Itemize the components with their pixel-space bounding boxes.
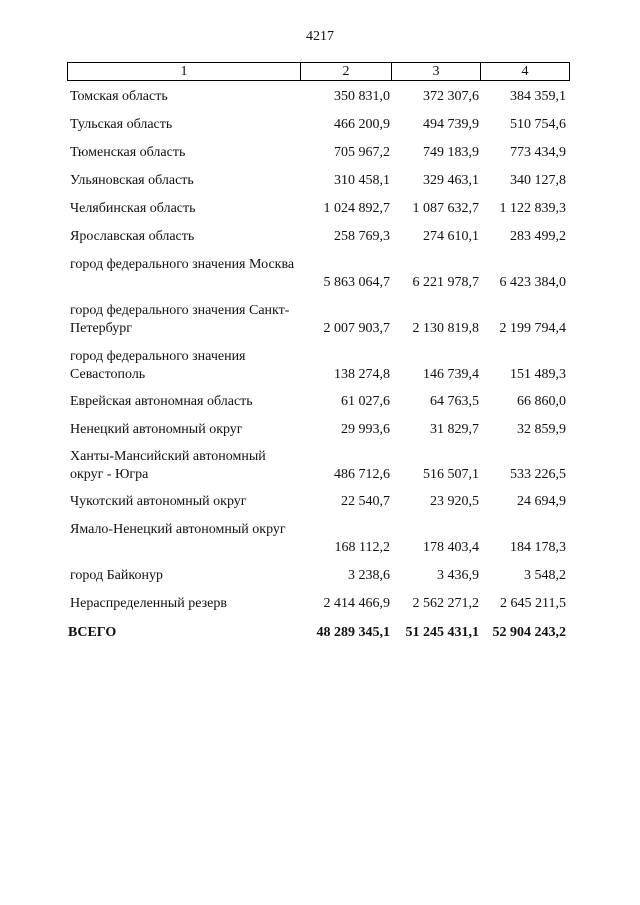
value-col-4: 151 489,3 <box>510 367 566 382</box>
value-col-2: 2 007 903,7 <box>323 321 390 336</box>
value-col-4: 32 859,9 <box>517 422 566 437</box>
value-col-2: 5 863 064,7 <box>323 275 390 290</box>
value-col-4: 184 178,3 <box>510 540 566 555</box>
value-col-3: 749 183,9 <box>423 145 479 160</box>
value-col-4: 2 645 211,5 <box>500 596 566 611</box>
total-col-2: 48 289 345,1 <box>316 625 390 640</box>
region-name: город федерального значения Москва <box>70 257 295 272</box>
region-name: Ульяновская область <box>70 173 194 188</box>
region-name: Еврейская автономная область <box>70 394 253 409</box>
value-col-4: 6 423 384,0 <box>499 275 566 290</box>
value-col-4: 24 694,9 <box>517 494 566 509</box>
region-name: Томская область <box>70 89 168 104</box>
value-col-3: 23 920,5 <box>430 494 479 509</box>
value-col-2: 22 540,7 <box>341 494 390 509</box>
value-col-3: 2 562 271,2 <box>412 596 479 611</box>
column-header-1: 1 <box>180 64 188 79</box>
region-name: Ненецкий автономный округ <box>70 422 243 437</box>
value-col-3: 329 463,1 <box>423 173 479 188</box>
value-col-3: 3 436,9 <box>437 568 479 583</box>
value-col-2: 486 712,6 <box>334 467 390 482</box>
value-col-3: 178 403,4 <box>423 540 479 555</box>
value-col-2: 258 769,3 <box>334 229 390 244</box>
total-col-4: 52 904 243,2 <box>492 625 566 640</box>
region-name: Нераспределенный резерв <box>70 596 227 611</box>
region-name: Тульская область <box>70 117 173 132</box>
value-col-2: 1 024 892,7 <box>323 201 390 216</box>
page-number: 4217 <box>306 29 334 44</box>
value-col-4: 340 127,8 <box>510 173 566 188</box>
value-col-3: 494 739,9 <box>423 117 479 132</box>
value-col-2: 29 993,6 <box>341 422 390 437</box>
value-col-2: 350 831,0 <box>334 89 390 104</box>
column-header-2: 2 <box>300 63 391 80</box>
value-col-3: 31 829,7 <box>430 422 479 437</box>
value-col-3: 516 507,1 <box>423 467 479 482</box>
value-col-4: 2 199 794,4 <box>499 321 566 336</box>
value-col-3: 1 087 632,7 <box>412 201 479 216</box>
column-header-4: 4 <box>480 63 569 80</box>
value-col-2: 138 274,8 <box>334 367 390 382</box>
value-col-3: 6 221 978,7 <box>412 275 479 290</box>
value-col-2: 705 967,2 <box>334 145 390 160</box>
region-name: Ярославская область <box>70 229 195 244</box>
value-col-3: 372 307,6 <box>423 89 479 104</box>
total-label: ВСЕГО <box>68 625 117 640</box>
value-col-4: 1 122 839,3 <box>499 201 566 216</box>
region-name: Ямало-Ненецкий автономный округ <box>70 522 286 537</box>
value-col-4: 66 860,0 <box>517 394 566 409</box>
value-col-2: 310 458,1 <box>334 173 390 188</box>
region-name: город федерального значения Санкт-Петербург <box>70 303 290 336</box>
region-name: Чукотский автономный округ <box>70 494 247 509</box>
value-col-4: 773 434,9 <box>510 145 566 160</box>
region-name: Ханты-Мансийский автономный округ - Югра <box>70 449 266 482</box>
value-col-2: 168 112,2 <box>334 540 390 555</box>
region-name: Челябинская область <box>70 201 196 216</box>
value-col-4: 384 359,1 <box>510 89 566 104</box>
value-col-4: 510 754,6 <box>510 117 566 132</box>
value-col-4: 3 548,2 <box>524 568 566 583</box>
region-name: город Байконур <box>70 568 163 583</box>
total-col-3: 51 245 431,1 <box>405 625 479 640</box>
value-col-2: 3 238,6 <box>348 568 390 583</box>
value-col-3: 146 739,4 <box>423 367 479 382</box>
table-header <box>67 62 570 81</box>
value-col-2: 2 414 466,9 <box>323 596 390 611</box>
value-col-2: 61 027,6 <box>341 394 390 409</box>
value-col-3: 64 763,5 <box>430 394 479 409</box>
value-col-2: 466 200,9 <box>334 117 390 132</box>
value-col-4: 283 499,2 <box>510 229 566 244</box>
budget-table <box>67 62 570 640</box>
column-header-3: 3 <box>391 63 480 80</box>
value-col-3: 2 130 819,8 <box>412 321 479 336</box>
region-name: город федерального значения Севастополь <box>70 349 246 382</box>
value-col-4: 533 226,5 <box>510 467 566 482</box>
region-name: Тюменская область <box>70 145 186 160</box>
value-col-3: 274 610,1 <box>423 229 479 244</box>
